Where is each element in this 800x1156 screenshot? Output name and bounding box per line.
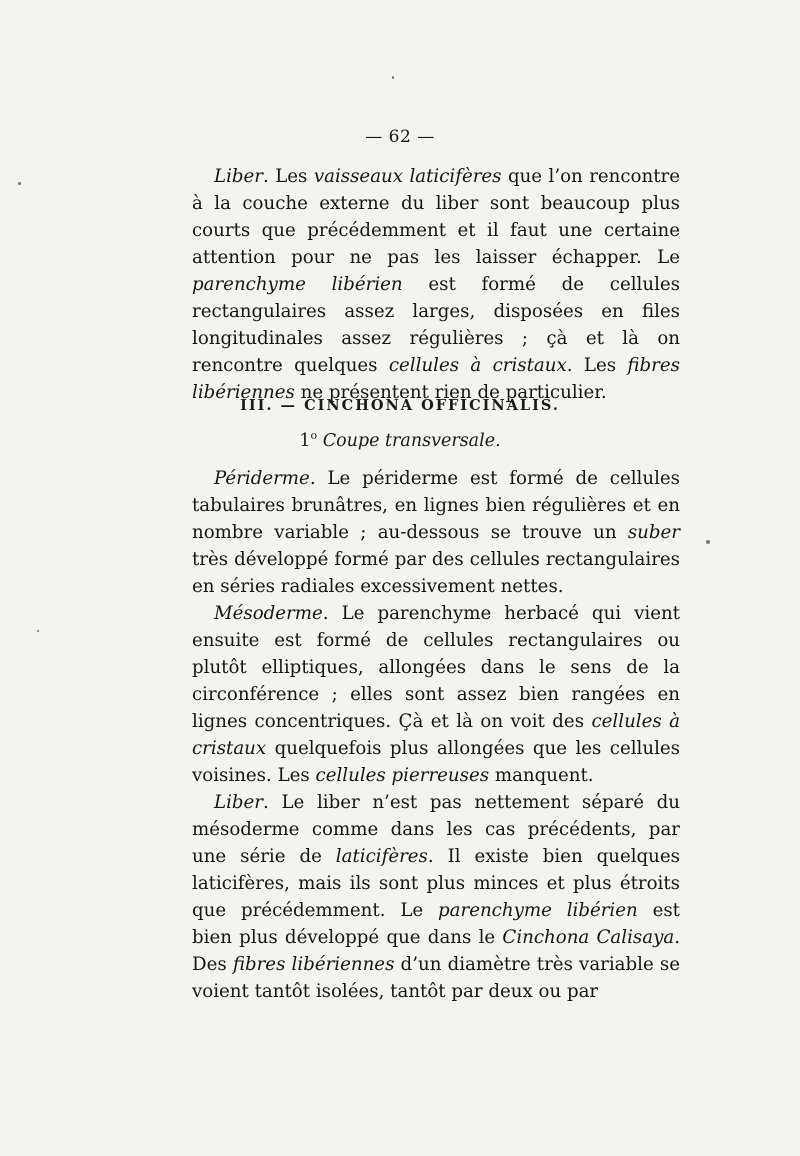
print-speck (37, 630, 39, 632)
paragraph-liber-2 (192, 789, 680, 1005)
text-run: . Le parenchyme herbacé qui vient ensuite est formé de cellules rectangulaires ou plutôt elliptiques, allongées dans le sens de la circonférence ; elles sont assez bien rangées en lignes concentriques. Çà et là on voit des (192, 603, 680, 732)
text-run: d’un diamètre très variable se voient tantôt isolées, tantôt par deux ou par (192, 954, 680, 1002)
section-heading: III. — CINCHONA OFFICINALIS. (240, 397, 560, 414)
subheading-number: 1 (299, 431, 311, 451)
text-run: que l’on rencontre à la couche externe du liber sont beaucoup plus courts que précédemment et il faut une certaine attention pour ne pas les laisser échapper. Le (192, 166, 680, 268)
text-run: . Des (192, 927, 681, 975)
text-run: ne présentent rien de particulier. (294, 382, 607, 403)
italic-term: cellules à cristaux (192, 711, 680, 759)
italic-term: fibres libériennes (192, 355, 680, 403)
paragraph-periderme (192, 465, 680, 600)
italic-term: vaisseaux laticifères (313, 166, 502, 187)
print-speck (392, 76, 394, 79)
italic-term: Mésoderme (214, 603, 323, 624)
text-run: . Il existe bien quelques laticifères, mais ils sont plus minces et plus étroits que précédemment. Le (192, 846, 680, 921)
italic-term: cellules à cristaux (388, 355, 567, 376)
paragraph-liber-1 (192, 163, 680, 406)
text-run: . Le périderme est formé de cellules tabulaires brunâtres, en lignes bien régulières et en nombre variable ; au-dessous se trouve un (192, 468, 680, 543)
text-run: . Le liber n’est pas nettement séparé du mésoderme comme dans les cas précédents, par une série de (192, 792, 680, 867)
italic-term: Cinchona Calisaya (502, 927, 675, 948)
text-run: très développé formé par des cellules rectangulaires en séries radiales excessivement nettes. (192, 549, 680, 597)
text-block-liber (192, 163, 680, 406)
italic-term: Périderme (214, 468, 310, 489)
paragraph-mesoderme (192, 600, 680, 789)
italic-term: parenchyme libérien (438, 900, 638, 921)
italic-term: cellules pierreuses (315, 765, 490, 786)
italic-term: suber (627, 522, 680, 543)
text-run: . Les (566, 355, 628, 376)
page-number: — 62 — (365, 127, 435, 147)
text-run: est bien plus développé que dans le (192, 900, 680, 948)
text-run: quelquefois plus allongées que les cellules voisines. Les (192, 738, 680, 786)
italic-term: laticifères (335, 846, 428, 867)
italic-term: Liber (214, 166, 263, 187)
italic-term: fibres libériennes (232, 954, 395, 975)
subheading-sup: o (310, 429, 318, 443)
text-run: est formé de cellules rectangulaires assez larges, disposées en files longitudinales assez régulières ; çà et là on rencontre quelques (192, 274, 680, 376)
text-run: . Les (263, 166, 314, 187)
print-speck (706, 540, 710, 544)
subheading (0, 431, 800, 451)
subheading-title: Coupe transversale. (322, 431, 501, 451)
text-run: manquent. (489, 765, 594, 786)
print-speck (18, 182, 21, 185)
italic-term: Liber (214, 792, 263, 813)
text-block-cinchona (192, 465, 680, 1005)
italic-term: parenchyme libérien (192, 274, 403, 295)
